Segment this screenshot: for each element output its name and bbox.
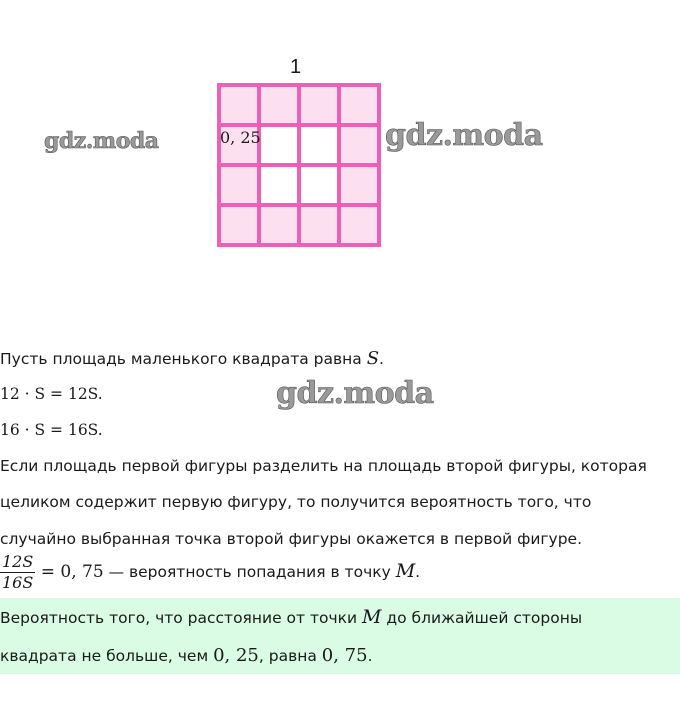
- fraction: [0, 552, 35, 593]
- square-grid-figure: [216, 82, 384, 248]
- fraction-denominator: 16S: [2, 573, 34, 592]
- fraction-result: = 0, 75: [35, 562, 104, 582]
- solution-line-3: 16 · S = 16S.: [0, 421, 103, 439]
- solution-paragraph-3: случайно выбранная точка второй фигуры окажется в первой фигуре.: [0, 530, 583, 548]
- watermark: gdz.moda: [385, 118, 543, 153]
- figure-label: 1: [290, 56, 302, 78]
- answer-line-2: квадрата не больше, чем 0, 25, равна 0, 75.: [0, 645, 373, 666]
- answer-line-1: Вероятность того, что расстояние от точки M до ближайшей стороны: [0, 606, 583, 628]
- cell-value-label: 0, 25: [220, 128, 261, 147]
- solution-line-1: Пусть площадь маленького квадрата равна S.: [0, 348, 384, 369]
- watermark: gdz.moda: [44, 128, 159, 154]
- solution-paragraph-1: Если площадь первой фигуры разделить на площадь второй фигуры, которая: [0, 457, 647, 475]
- answer-box: [0, 598, 680, 674]
- watermark: gdz.moda: [276, 376, 434, 411]
- fraction-numerator: 12S: [2, 552, 34, 571]
- solution-line-2: 12 · S = 12S.: [0, 385, 103, 403]
- solution-paragraph-2: целиком содержит первую фигуру, то получится вероятность того, что: [0, 493, 592, 511]
- fraction-line: $\frac{12S}{16S}$ = 0, 75 — вероятность попадания в точку M.: [2, 552, 421, 592]
